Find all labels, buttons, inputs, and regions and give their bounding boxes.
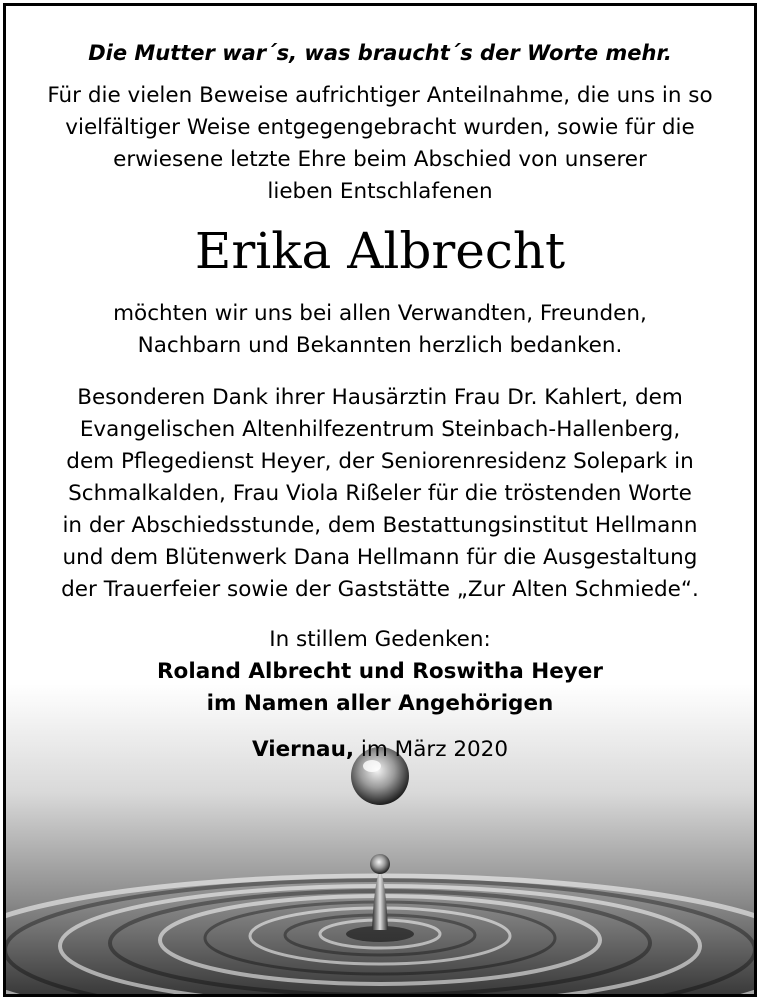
motto: Die Mutter war´s, was braucht´s der Worte mehr. xyxy=(88,41,672,65)
special-thanks-line: der Trauerfeier sowie der Gaststätte „Zur Alten Schmiede“. xyxy=(61,577,699,602)
closing-phrase: In stillem Gedenken: xyxy=(269,627,491,652)
obituary-text xyxy=(6,6,754,766)
special-thanks-line: in der Abschiedsstunde, dem Bestattungsinstitut Hellmann xyxy=(62,513,698,538)
intro-paragraph xyxy=(6,80,754,208)
special-thanks-line: dem Pflegedienst Heyer, der Seniorenresidenz Solepark in xyxy=(66,449,694,474)
intro-line: erwiesene letzte Ehre beim Abschied von unserer xyxy=(113,147,647,172)
deceased-name: Erika Albrecht xyxy=(194,222,566,280)
special-thanks-paragraph xyxy=(6,382,754,606)
intro-line: vielfältiger Weise entgegengebracht wurden, sowie für die xyxy=(65,115,695,140)
special-thanks-line: Schmalkalden, Frau Viola Rißeler für die tröstenden Worte xyxy=(68,481,692,506)
special-thanks-line: Evangelischen Altenhilfezentrum Steinbach-Hallenberg, xyxy=(79,417,681,442)
obituary-card xyxy=(3,3,757,997)
special-thanks-line: Besonderen Dank ihrer Hausärztin Frau Dr. Kahlert, dem xyxy=(77,385,683,410)
thanks-line: Nachbarn und Bekannten herzlich bedanken. xyxy=(137,333,623,358)
place-date xyxy=(6,734,754,766)
closing-block xyxy=(6,624,754,720)
special-thanks-line: und dem Blütenwerk Dana Hellmann für die Ausgestaltung xyxy=(62,545,698,570)
intro-line: Für die vielen Beweise aufrichtiger Anteilnahme, die uns in so xyxy=(47,83,713,108)
intro-line: lieben Entschlafenen xyxy=(267,179,493,204)
thanks-line: möchten wir uns bei allen Verwandten, Freunden, xyxy=(113,301,647,326)
date: im März 2020 xyxy=(360,737,509,762)
signatories: Roland Albrecht und Roswitha Heyer xyxy=(157,659,603,684)
place: Viernau, xyxy=(251,737,355,762)
thanks-paragraph xyxy=(6,298,754,362)
on-behalf-line: im Namen aller Angehörigen xyxy=(206,691,554,716)
